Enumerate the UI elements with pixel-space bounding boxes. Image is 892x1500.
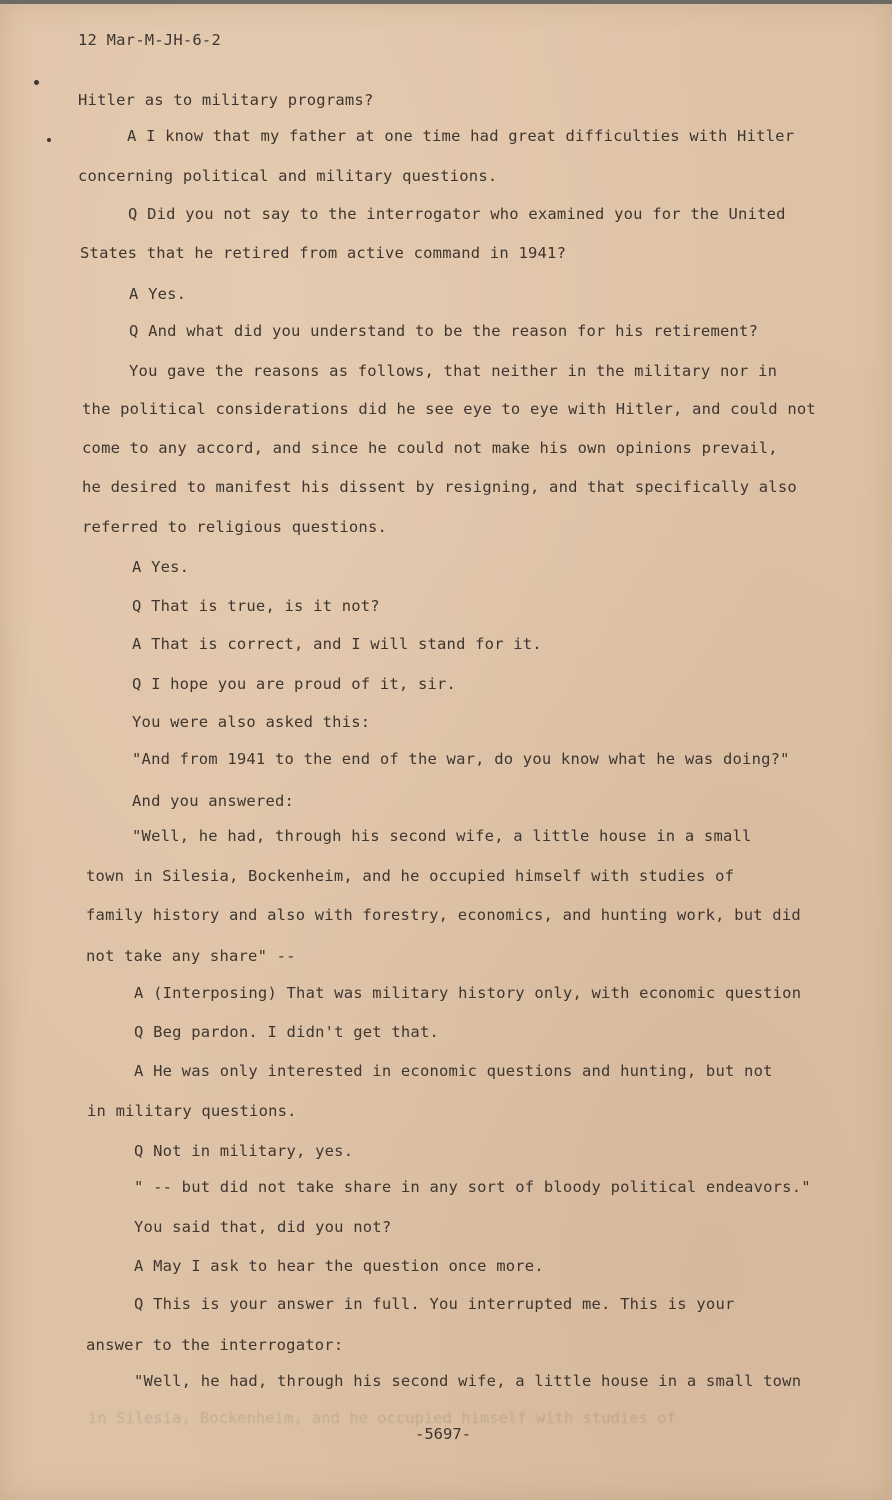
transcript-line: the political considerations did he see eye to eye with Hitler, and could not	[82, 400, 816, 418]
document-header: 12 Mar-M-JH-6-2	[78, 31, 221, 49]
transcript-line: And you answered:	[132, 792, 295, 810]
transcript-line: town in Silesia, Bockenheim, and he occupied himself with studies of	[86, 867, 735, 885]
transcript-line: A That is correct, and I will stand for it.	[132, 635, 542, 653]
transcript-line: Q Not in military, yes.	[134, 1142, 354, 1160]
transcript-line: referred to religious questions.	[82, 518, 388, 536]
transcript-line: Q This is your answer in full. You interrupted me. This is your	[134, 1295, 735, 1313]
faded-bleedthrough-line: in Silesia, Bockenheim, and he occupied himself with studies of	[88, 1409, 676, 1427]
margin-mark	[34, 80, 39, 85]
transcript-line: concerning political and military questions.	[78, 167, 498, 185]
transcript-line: "And from 1941 to the end of the war, do you know what he was doing?"	[132, 750, 790, 768]
transcript-line: A May I ask to hear the question once more.	[134, 1257, 544, 1275]
transcript-line: Q I hope you are proud of it, sir.	[132, 675, 457, 693]
page-number: -5697-	[415, 1425, 471, 1443]
margin-mark	[47, 138, 51, 142]
transcript-line: You said that, did you not?	[134, 1218, 392, 1236]
transcript-line: A Yes.	[132, 558, 190, 576]
transcript-line: You gave the reasons as follows, that neither in the military nor in	[129, 362, 778, 380]
transcript-line: Q That is true, is it not?	[132, 597, 380, 615]
transcript-line: Hitler as to military programs?	[78, 91, 374, 109]
transcript-line: "Well, he had, through his second wife, a little house in a small town	[134, 1372, 802, 1390]
transcript-line: Q Did you not say to the interrogator who examined you for the United	[128, 205, 786, 223]
transcript-line: come to any accord, and since he could not make his own opinions prevail,	[82, 439, 778, 457]
transcript-line: Q Beg pardon. I didn't get that.	[134, 1023, 440, 1041]
transcript-line: A He was only interested in economic questions and hunting, but not	[134, 1062, 773, 1080]
transcript-line: not take any share" --	[86, 947, 296, 965]
transcript-line: he desired to manifest his dissent by resigning, and that specifically also	[82, 478, 797, 496]
transcript-line: answer to the interrogator:	[86, 1336, 344, 1354]
transcript-line: A I know that my father at one time had great difficulties with Hitler	[127, 127, 795, 145]
transcript-line: A (Interposing) That was military history only, with economic question	[134, 984, 802, 1002]
transcript-line: in military questions.	[87, 1102, 297, 1120]
transcript-line: family history and also with forestry, economics, and hunting work, but did	[86, 906, 801, 924]
transcript-line: A Yes.	[129, 285, 187, 303]
scan-top-edge	[0, 0, 892, 4]
transcript-line: "Well, he had, through his second wife, a little house in a small	[132, 827, 752, 845]
transcript-line: Q And what did you understand to be the reason for his retirement?	[129, 322, 759, 340]
transcript-line: States that he retired from active command in 1941?	[80, 244, 567, 262]
transcript-line: " -- but did not take share in any sort of bloody political endeavors."	[134, 1178, 811, 1196]
transcript-line: You were also asked this:	[132, 713, 371, 731]
